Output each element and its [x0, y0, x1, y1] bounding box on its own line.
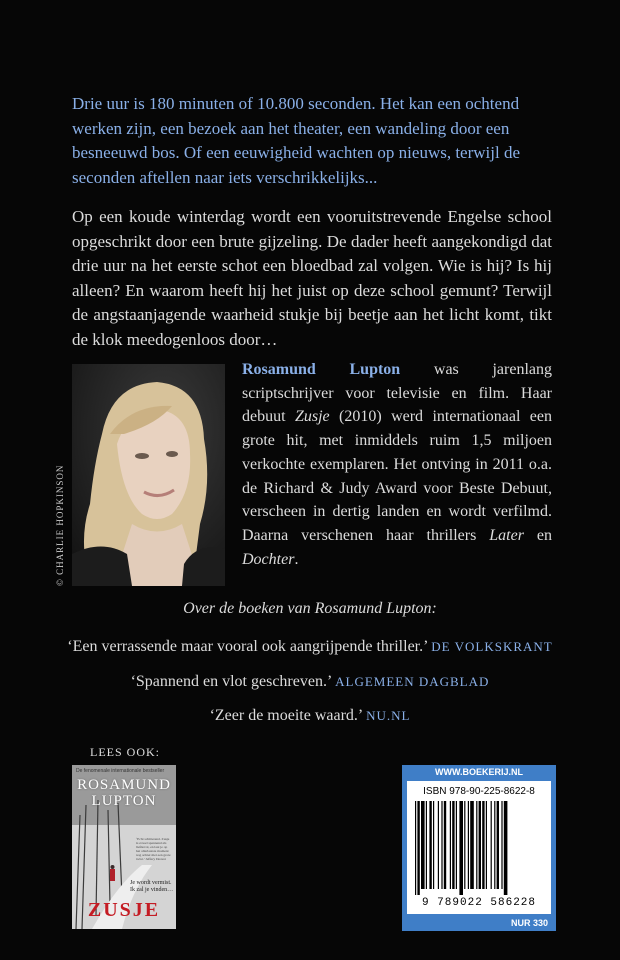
- barcode-bar: [456, 801, 457, 889]
- review-source: ALGEMEEN DAGBLAD: [335, 674, 490, 689]
- review-2: [0, 673, 620, 691]
- review-source: NU.NL: [366, 708, 411, 723]
- lees-ook-label: LEES OOK:: [90, 745, 160, 759]
- author-photo: [72, 364, 225, 586]
- nur-code: NUR 330: [510, 918, 548, 928]
- barcode-box: [407, 781, 551, 914]
- barcode-bar: [486, 801, 487, 889]
- barcode-bar: [452, 801, 454, 889]
- book-title: ZUSJE: [87, 899, 161, 921]
- review-quote: ‘Een verrassende maar vooral ook aangrijpende thriller.’: [67, 638, 428, 655]
- author-bio: [242, 358, 552, 571]
- barcode-bar: [464, 801, 465, 889]
- author-name: Rosamund Lupton: [242, 361, 401, 378]
- review-quote: ‘Zeer de moeite waard.’: [209, 707, 363, 724]
- barcode-bar: [479, 801, 481, 889]
- book-tagline: Je wordt vermist. Ik zal je vinden…: [130, 880, 174, 893]
- barcode-bar: [501, 801, 502, 889]
- barcode-bar: [417, 801, 419, 895]
- review-quote: ‘Spannend en vlot geschreven.’: [130, 673, 332, 690]
- barcode-bar: [438, 801, 439, 889]
- barcode-bar: [415, 801, 416, 895]
- blurb-body: Op een koude winterdag wordt een vooruitstrevende Engelse school opgeschrikt door een brute gijzeling. De dader heeft aangekondigd dat drie uur na het eerste schot een bloedbad zal volgen. Wie is hij? Is hij alleen? En waarom heeft hij het juist op deze school gemunt? Terwijl de angstaanjagende waarheid stukje bij beetje aan het licht komt, tikt de klok meedogenloos door…: [72, 207, 552, 349]
- bio-text-2: (2010) werd internationaal een grote hit, met inmiddels ruim 1,5 miljoen verkochte exemplaren. Het ontving in 2011 o.a. de Richard & Judy Award voor Beste Debuut, verscheen in dertig landen en wordt verfilmd. Daarna verschenen haar thrillers: [242, 408, 553, 544]
- barcode-bar: [491, 801, 492, 889]
- isbn-text: ISBN 978-90-225-8622-8: [423, 786, 535, 797]
- barcode-bar: [482, 801, 484, 889]
- barcode-bar: [504, 801, 508, 895]
- barcode-bar: [476, 801, 477, 889]
- isbn-panel: [402, 765, 556, 931]
- barcode-bar: [450, 801, 451, 889]
- book-later: Later: [489, 526, 524, 544]
- barcode-bar: [441, 801, 442, 889]
- barcode-bar: [421, 801, 425, 889]
- barcode-bar: [444, 801, 446, 889]
- barcode-bar: [426, 801, 427, 889]
- barcode-bar: [433, 801, 434, 889]
- bio-text-1: was jarenlang scriptschrijver voor televisie en film. Haar debuut: [242, 361, 553, 426]
- debut-title: Zusje: [294, 408, 330, 426]
- book-tag: De fenomenale internationale bestseller: [76, 768, 165, 774]
- barcode-bar: [468, 801, 469, 889]
- review-1: [0, 638, 620, 656]
- book-author-last: LUPTON: [91, 793, 157, 809]
- barcode-bar: [459, 801, 463, 895]
- book-author-first: ROSAMUND: [77, 777, 171, 793]
- book-dochter: Dochter: [242, 550, 295, 568]
- barcode-bar: [497, 801, 499, 889]
- barcode: [413, 801, 545, 895]
- bio-text-4: .: [294, 550, 299, 568]
- barcode-digits: 9 789022 586228: [421, 897, 537, 909]
- publisher-url[interactable]: WWW.BOEKERIJ.NL: [435, 767, 523, 777]
- barcode-bar: [470, 801, 474, 889]
- photo-credit: © CHARLIE HOPKINSON: [55, 464, 65, 586]
- barcode-bar: [429, 801, 431, 889]
- book-cover-zusje: [72, 765, 176, 929]
- reviews-heading: Over de boeken van Rosamund Lupton:: [183, 600, 437, 617]
- barcode-bar: [494, 801, 495, 889]
- review-source: DE VOLKSKRANT: [431, 639, 553, 654]
- blurb-intro: Drie uur is 180 minuten of 10.800 seconden. Het kan een ochtend werken zijn, een bezoek aan het theater, een wandeling door een besneeuwd bos. Of een eeuwigheid wachten op nieuws, terwijl de seconden aftellen naar iets verschrikkelijks...: [72, 94, 521, 187]
- bio-text-3: en: [523, 526, 552, 544]
- book-quote: ‘Echt schitterend. Zusje is zowel spannend als liefdevol, en laat je op het allerlaatste moment nog achter met een grote twist.’ Jeffery Deaver: [136, 837, 171, 861]
- review-3: [0, 707, 620, 725]
